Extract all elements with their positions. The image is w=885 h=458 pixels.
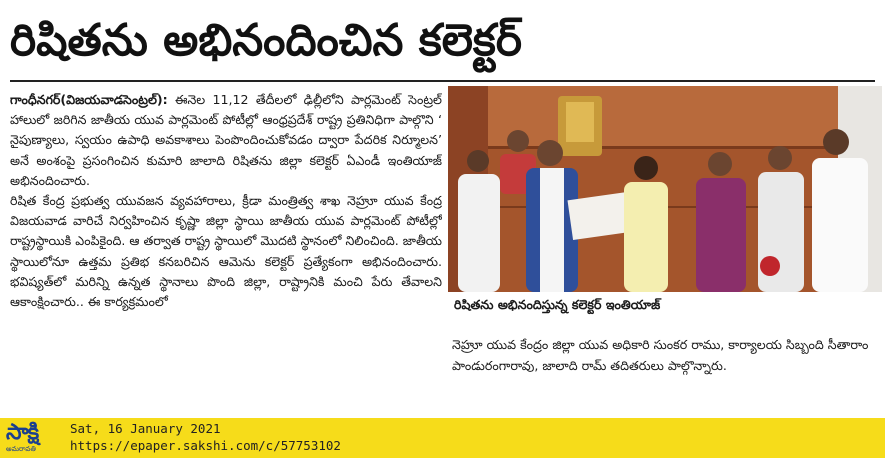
dateline: గాంధీనగర్(విజయవాడసెంట్రల్): [10,92,168,107]
footer-bar [0,418,885,458]
photo-caption: రిషితను అభినందిస్తున్న కలెక్టర్ ఇంతియాజ్ [454,297,661,312]
publication-date: Sat, 16 January 2021 [70,421,221,436]
article-paragraph-1 [10,90,442,191]
epaper-link[interactable]: https://epaper.sakshi.com/c/57753102 [70,438,341,453]
headline: రిషితను అభినందించిన కలెక్టర్ [10,15,522,66]
article-continuation [452,334,880,414]
continuation-text: నెహ్రూ యువ కేంద్రం జిల్లా యువ అధికారి సుంకర రాము, కార్యాలయ సిబ్బంది సీతారాం పాండురంగారావు, జాలాది రామ్ తదితరులు పాల్గొన్నారు. [452,337,869,373]
article-paragraph-2: రిషిత కేంద్ర ప్రభుత్వ యువజన వ్యవహారాలు, క్రీడా మంత్రిత్వ శాఖ నెహ్రూ యువ కేంద్ర విజయవాడ వారిచే నిర్వహించిన కృష్ణా జిల్లా స్థాయి జాతీయ యువ పార్లమెంట్ పోటీల్లో రాష్ట్రస్థాయికి ఎంపికైంది. ఆ తర్వాత రాష్ట్ర స్థాయిలో మొదటి స్థానంలో నిలించింది. జాతీయ స్థాయిలోనూ ఉత్తమ ప్రతిభ కనబరిచిన ఆమెను కలెక్టర్ ప్రత్యేకంగా అభినందించారు. భవిష్యత్‌లో మరిన్ని ఉన్నత స్థానాలు పొంది జిల్లా, రాష్ట్రానికి మంచి పేరు తేవాలని ఆకాంక్షించారు.. ఈ కార్యక్రమంలో [10,193,442,310]
headline-rule [10,80,875,82]
sakshi-logo[interactable] [6,421,64,455]
logo-wordmark: సాక్షి [6,420,39,445]
news-photo [448,86,882,292]
paragraph-1-text: ఈనెల 11,12 తేదీలలో ఢిల్లీలోని పార్లమెంట్ సెంట్రల్ హాలులో జరిగిన జాతీయ యువ పార్లమెంట్ పోటీల్లో ఆంధ్రప్రదేశ్ రాష్ట్ర ప్రతినిధిగా పాల్గొని ‘ నైపుణ్యాలు, స్వయం ఉపాధి అవకాశాలు పెంపొందించుకోవడం ద్వారా పేదరిక నిర్మూలన’ అనే అంశంపై ప్రసంగించిన కుమారి జాలాది రిషితను జిల్లా కలెక్టర్ ఏఎండీ ఇంతియాజ్ అభినందించారు. [10,92,442,188]
article-body [10,90,442,412]
logo-edition: అమరావతి [6,445,36,453]
